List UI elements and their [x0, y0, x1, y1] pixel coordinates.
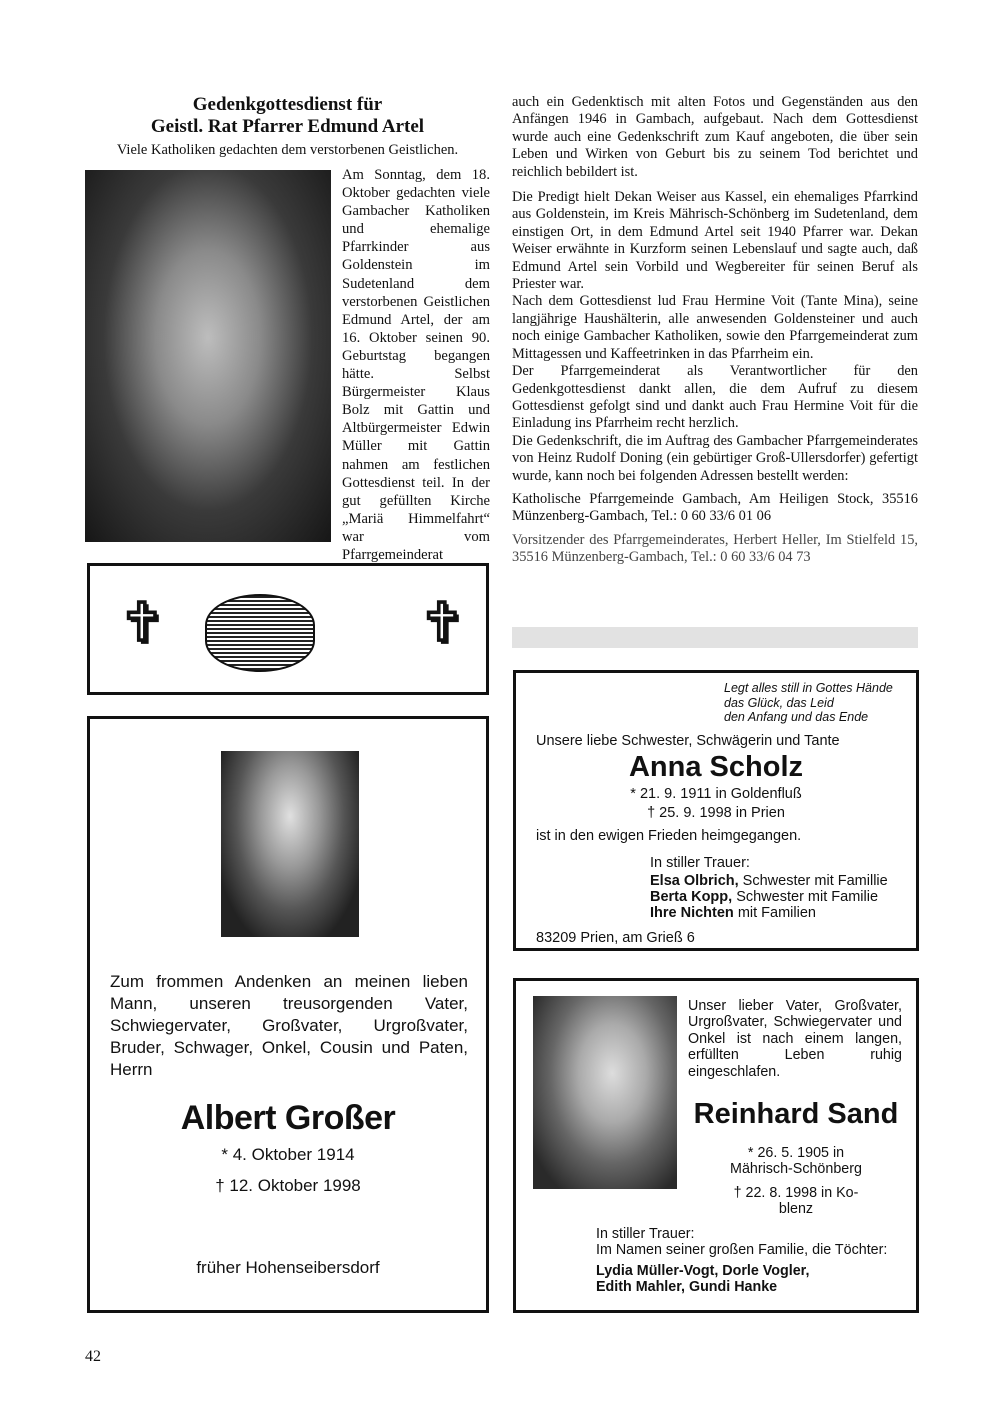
hill-graves-illustration: [205, 594, 315, 672]
paragraph: Die Gedenkschrift, die im Auftrag des Gambacher Pfarrgemeinderates von Heinz Rudolf Doning (ein gebürtiger Groß-Ullersdorfer) gefertigt wurde, kann noch bei folgenden Adressen bestellt werden:: [512, 432, 918, 484]
albert-died: † 12. Oktober 1998: [215, 1176, 361, 1195]
anna-address: 83209 Prien, am Grieß 6: [536, 930, 695, 946]
title-line: Geistl. Rat Pfarrer Edmund Artel: [150, 116, 425, 137]
born-place: Mährisch-Schönberg: [730, 1161, 862, 1178]
anna-intro: Unsere liebe Schwester, Schwägerin und Tante: [536, 733, 840, 749]
article-title: [85, 94, 490, 138]
daughters-line: Lydia Müller-Vogt, Dorle Vogler,: [596, 1262, 810, 1279]
paragraph: Nach dem Gottesdienst lud Frau Hermine Voit (Tante Mina), seine langjährige Haushälterin, alle anwesenden Goldensteiner und auch noch einige Gambacher Katholiken, sowie den Pfarrgemeinderat zum Mittagessen und Kaffeetrinken in das Pfarrheim ein.: [512, 293, 918, 362]
anna-mourners: [650, 855, 888, 921]
mourner: Elsa Olbrich, Schwester mit Famillie: [650, 873, 888, 889]
anna-born: * 21. 9. 1911 in Goldenfluß: [630, 786, 802, 802]
portrait-photo-albert-grosser: [221, 751, 359, 937]
died-line: † 22. 8. 1998 in Ko-: [733, 1184, 859, 1201]
reinhard-intro: Unser lieber Vater, Großvater, Urgroßvater, Schwiegervater und Onkel ist nach einem langen, erfüllten Leben ruhig eingeschlafen.: [688, 998, 902, 1080]
albert-born: * 4. Oktober 1914: [221, 1145, 355, 1164]
died-place: blenz: [778, 1201, 814, 1218]
mourning-label: In stiller Trauer:: [596, 1226, 695, 1242]
cross-icon: ✝: [120, 595, 164, 652]
article-subtitle: Viele Katholiken gedachten dem verstorbenen Geistlichen.: [116, 142, 459, 158]
paragraph: auch ein Gedenktisch mit alten Fotos und Gegenständen aus den Anfängen 1946 in Gambach, aufgebaut. Nach dem Gottesdienst wurde auch eine Gedenkschrift zum Kauf angeboten, die über sein Leben und Wirken von Geburt bis zu seinem Tod berichtet und reichlich bebildert ist.: [512, 94, 918, 180]
address-chairman: Vorsitzender des Pfarrgemeinderates, Herbert Heller, Im Stielfeld 15, 35516 Münzenberg-Gambach, Tel.: 0 60 33/6 04 73: [512, 531, 918, 566]
cross-banner: [87, 563, 489, 695]
mourner: Berta Kopp, Schwester mit Familie: [650, 889, 879, 905]
family-line: Im Namen seiner großen Familie, die Töchter:: [596, 1242, 888, 1259]
paragraph: Der Pfarrgemeinderat als Verantwortlicher für den Gedenkgottesdienst dankt allen, die dem Aufruf zu diesem Gottesdienst gefolgt sind und dankt auch Frau Hermine Voit für die Einladung ins Pfarrheim recht herzlich.: [512, 363, 918, 432]
reinhard-name: Reinhard Sand: [693, 1098, 899, 1130]
verse: [724, 681, 893, 725]
article-right-text: [512, 94, 918, 571]
portrait-photo-reinhard-sand: [533, 996, 677, 1189]
gray-divider-bar: [512, 627, 918, 648]
mourner: Ihre Nichten mit Familien: [650, 905, 816, 921]
paragraph: Die Predigt hielt Dekan Weiser aus Kassel, ein ehemaliges Pfarrkind aus Goldenstein, im Kreis Mährisch-Schönberg im Sudetenland, dem einstigen Ort, in dem Edmund Artel seit 1940 Pfarrer war. Dekan Weiser erwähnte in Kurzform seinen Lebenslauf und sagte auch, daß Edmund Artel sein Vorbild und Wegbereiter für seinen Beruf als Priester war.: [512, 189, 918, 293]
albert-intro: Zum frommen Andenken an meinen lieben Mann, unseren treusorgenden Vater, Schwiegervater, Großvater, Urgroßvater, Bruder, Schwager, Onkel, Cousin und Paten, Herrn: [110, 972, 468, 1079]
verse-line: das Glück, das Leid: [724, 695, 834, 710]
reinhard-mourners: [596, 1226, 887, 1296]
albert-name: Albert Großer: [180, 1099, 396, 1137]
address-parish: Katholische Pfarrgemeinde Gambach, Am Heiligen Stock, 35516 Münzenberg-Gambach, Tel.: 0 60 33/6 01 06: [512, 490, 918, 525]
anna-name: Anna Scholz: [628, 751, 803, 783]
article-left-text: Am Sonntag, dem 18. Oktober gedachten viele Gambacher Katholiken und ehemalige Pfarrkinder aus Goldenstein im Sudetenland dem verstorbenen Geistlichen Edmund Artel, der am 16. Oktober seinen 90. Geburtstag begangen hätte. Selbst Bürgermeister Klaus Bolz mit Gattin und Altbürgermeister Edwin Müller mit Gattin nahmen am festlichen Gottesdienst teil. In der gut gefüllten Kirche „Mariä Himmelfahrt“ war vom Pfarrgemeinderat: [342, 167, 490, 563]
verse-line: Legt alles still in Gottes Hände: [724, 681, 893, 695]
obituary-anna-scholz: [513, 670, 919, 951]
albert-origin: früher Hohenseibersdorf: [196, 1258, 380, 1277]
anna-outro: ist in den ewigen Frieden heimgegangen.: [536, 828, 802, 844]
page-number: 42: [85, 1348, 101, 1365]
obituary-reinhard-sand: [513, 978, 919, 1313]
born-line: * 26. 5. 1905 in: [747, 1145, 845, 1161]
cross-icon: ✝: [420, 595, 464, 652]
portrait-photo-edmund-artel: [85, 170, 331, 542]
daughters-line: Edith Mahler, Gundi Hanke: [596, 1279, 778, 1296]
obituary-albert-grosser: [87, 716, 489, 1313]
mourning-label: In stiller Trauer:: [650, 855, 750, 871]
anna-died: † 25. 9. 1998 in Prien: [647, 805, 785, 821]
reinhard-dates: [688, 1145, 904, 1218]
verse-line: den Anfang und das Ende: [724, 710, 869, 724]
title-line: Gedenkgottesdienst für: [192, 94, 383, 115]
